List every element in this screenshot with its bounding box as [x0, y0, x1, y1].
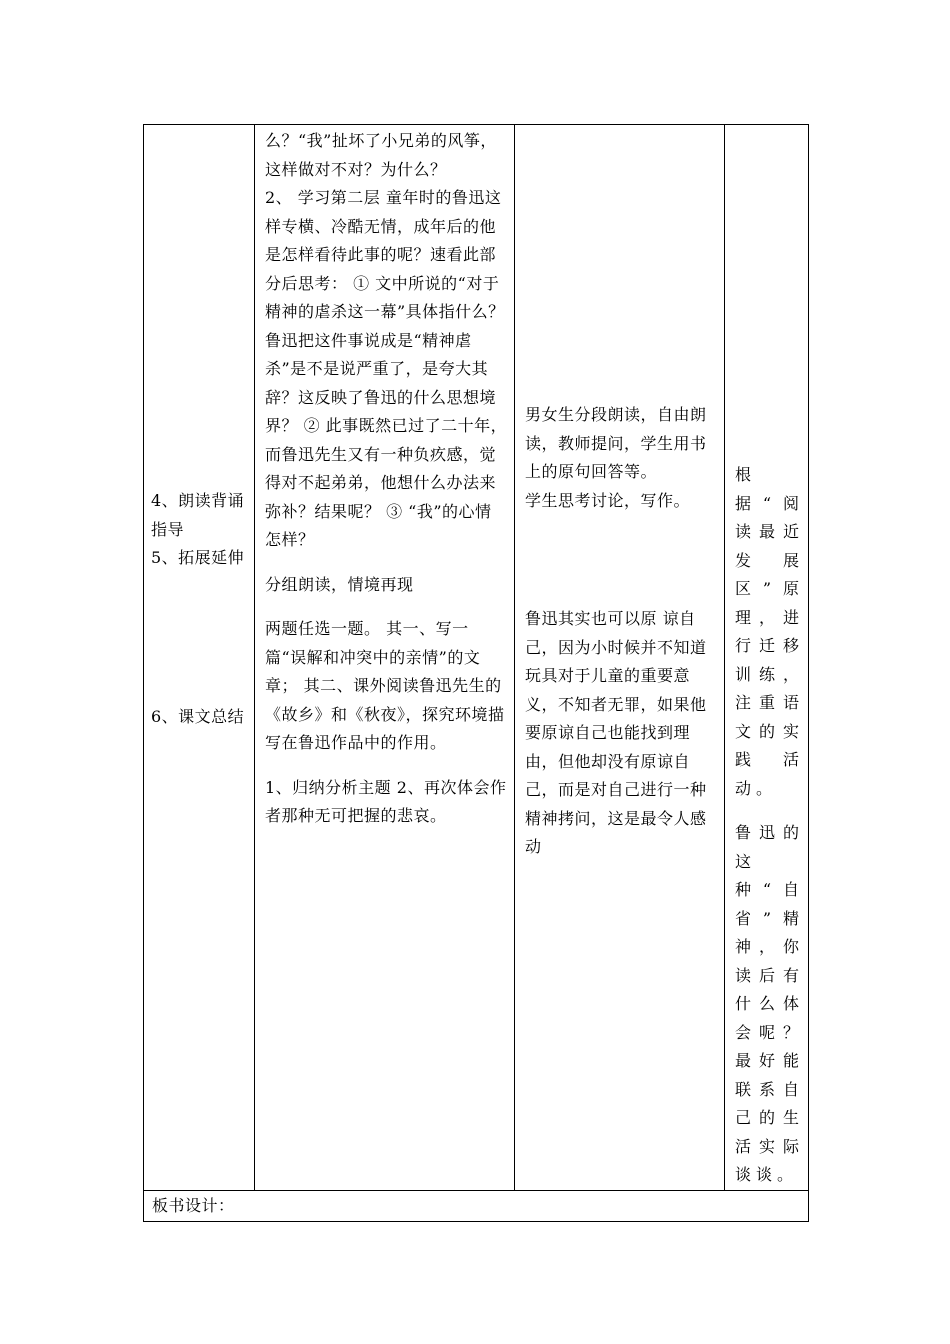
- step-4-label: 4、朗读背诵 指导: [151, 491, 245, 539]
- content-paragraph-4: 两题任选一题。 其一、写一篇“误解和冲突中的亲情”的文 章； 其二、课外阅读鲁迅先生的《故乡》和《秋夜》，探究环境描写在鲁迅作品中的作用。: [265, 619, 505, 752]
- step-5-label: 5、拓展延伸: [151, 548, 245, 567]
- content-paragraph-3: 分组朗读，情境再现: [265, 574, 414, 594]
- content-paragraph-1: 么？“我”扯坏了小兄弟的风筝，这样做对不对？为什么？: [265, 131, 497, 179]
- lesson-plan-table: [143, 124, 809, 1222]
- activity-paragraph-2: 学生思考讨论，写作。: [525, 490, 691, 510]
- board-design-row: [144, 1190, 809, 1221]
- student-activity-cell: [515, 125, 725, 1191]
- teaching-content-cell: [255, 125, 515, 1191]
- activity-paragraph-3: 鲁迅其实也可以原 谅自己，因为小时候并不知道玩具对于儿童的重要意义，不知者无罪，如果他要原谅自己也能找到理由，但他却没有原谅自己，而是对自己进行一种精神拷问，这是最令人感动: [525, 609, 707, 856]
- intent-paragraph-2: 鲁迅的这种“自省”精神，你读后有什么体会呢？最好能联系自己的生活实际谈谈。: [735, 823, 804, 1184]
- content-paragraph-2: 2、 学习第二层 童年时的鲁迅这样专横、冷酷无情，成年后的他是怎样看待此事的呢？速看此部分后思考： ① 文中所说的“对于精神的虐杀这一幕”具体指什么？鲁迅把这件事说成是“精神虐杀”是不是说严重了，是夸大其辞？这反映了鲁迅的什么思想境界？ ② 此事既然已过了二十年，而鲁迅先生又有一种负疚感，觉得对不起弟弟，他想什么办法来弥补？结果呢？ ③ “我”的心情怎样？: [265, 188, 508, 549]
- board-design-cell: [144, 1190, 809, 1221]
- content-paragraph-5: 1、归纳分析主题 2、再次体会作者那种无可把握的悲哀。: [265, 777, 507, 825]
- intent-paragraph-1: 根据“阅读最近发展区”原理，进行迁移训练，注重语文的实践活动。: [735, 465, 804, 798]
- lesson-steps-row: [144, 125, 809, 1191]
- step-6-label: 6、课文总结: [151, 706, 245, 726]
- board-design-label: 板书设计：: [152, 1195, 235, 1215]
- step-column-cell: [144, 125, 255, 1191]
- design-intent-cell: [725, 125, 809, 1191]
- activity-paragraph-1: 男女生分段朗读，自由朗读，教师提问，学生用书上的原句回答等。: [525, 405, 707, 481]
